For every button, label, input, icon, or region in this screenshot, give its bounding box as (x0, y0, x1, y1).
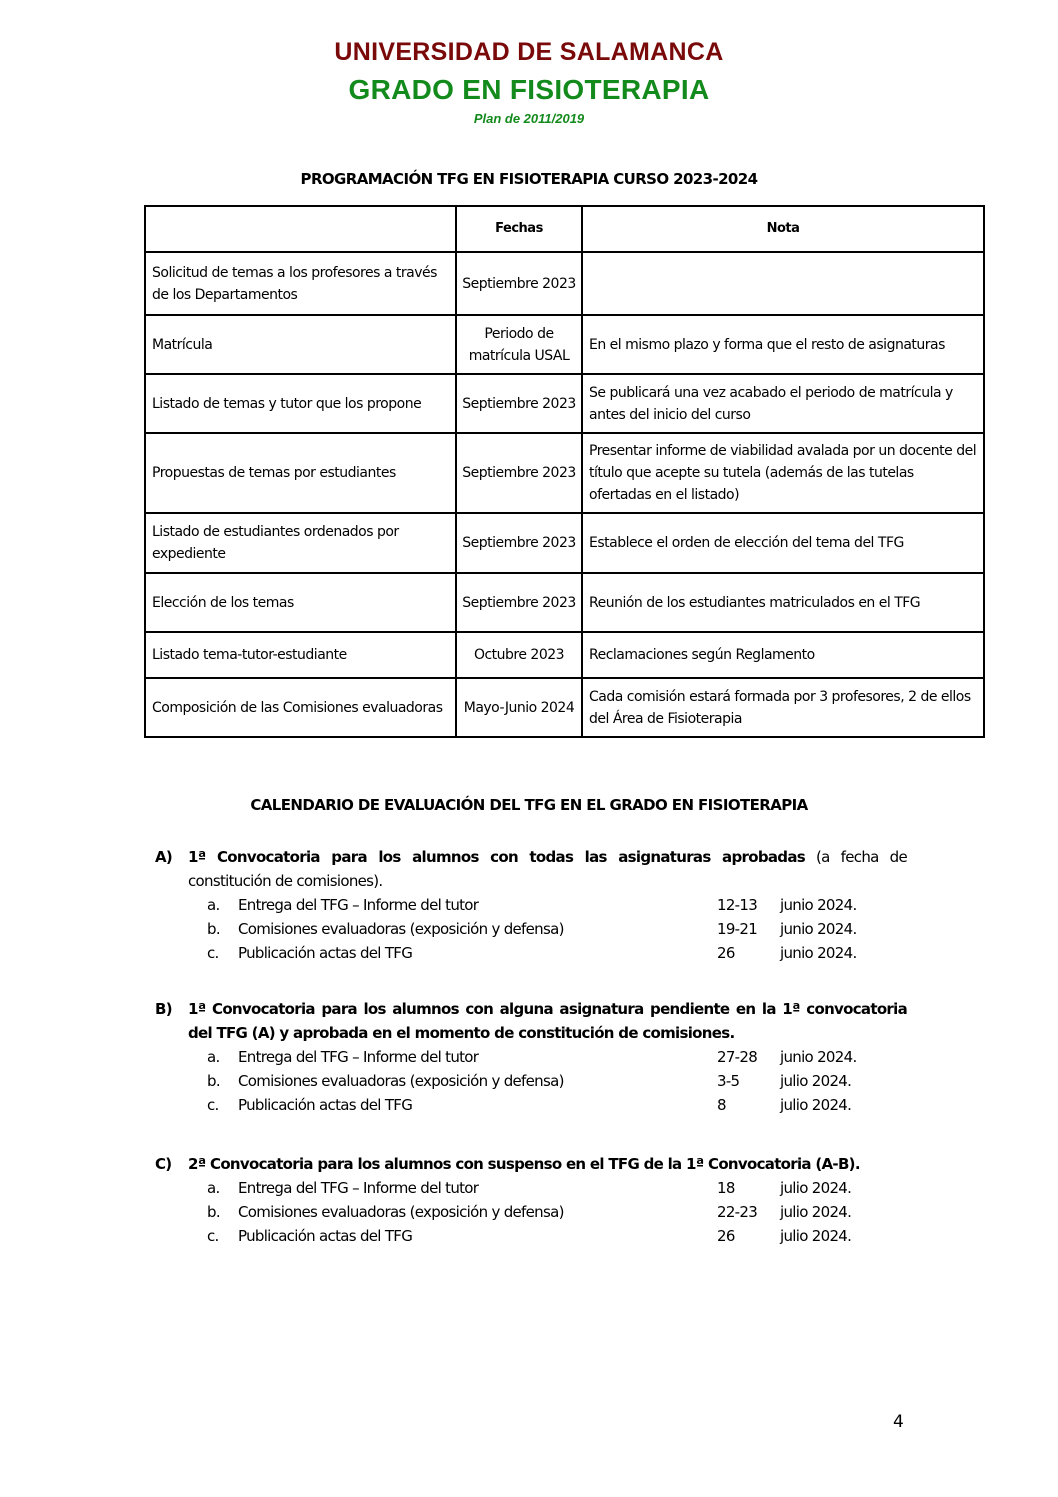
cell-fechas: Periodo de matrícula USAL (456, 315, 582, 374)
item-days: 3-5 (717, 1072, 740, 1090)
list-item (155, 1069, 907, 1093)
item-month: julio 2024. (780, 1179, 852, 1197)
calendario-title: CALENDARIO DE EVALUACIÓN DEL TFG EN EL GRADO EN FISIOTERAPIA (250, 796, 808, 814)
table-header-row (145, 206, 984, 252)
cell-fechas: Septiembre 2023 (456, 433, 582, 513)
cell-actividad: Listado de temas y tutor que los propone (145, 374, 456, 433)
cell-nota: Reunión de los estudiantes matriculados en el TFG (582, 573, 984, 632)
item-label: c. (207, 1096, 219, 1114)
item-month: julio 2024. (780, 1096, 852, 1114)
item-label: c. (207, 944, 219, 962)
item-month: julio 2024. (780, 1203, 852, 1221)
item-label: b. (207, 1072, 220, 1090)
item-label: b. (207, 920, 220, 938)
item-days: 26 (717, 1227, 735, 1245)
cell-nota (582, 252, 984, 315)
item-month: junio 2024. (780, 944, 857, 962)
table-row (145, 632, 984, 678)
item-month: junio 2024. (780, 896, 857, 914)
item-label: b. (207, 1203, 220, 1221)
cell-nota: Presentar informe de viabilidad avalada por un docente del título que acepte su tutela (además de las tutelas ofertadas en el listado) (582, 433, 984, 513)
list-item (155, 941, 907, 965)
convocatoria-items (155, 1045, 907, 1117)
column-header-actividad (145, 206, 456, 252)
convocatoria-letter: A) (155, 848, 173, 866)
cell-nota: Reclamaciones según Reglamento (582, 632, 984, 678)
degree-title: GRADO EN FISIOTERAPIA (348, 74, 710, 105)
item-label: a. (207, 1048, 220, 1066)
item-days: 22-23 (717, 1203, 758, 1221)
item-text: Entrega del TFG – Informe del tutor (238, 896, 479, 914)
convocatoria-heading (188, 997, 907, 1045)
cell-fechas: Septiembre 2023 (456, 374, 582, 433)
item-label: a. (207, 1179, 220, 1197)
list-item (155, 893, 907, 917)
table-row (145, 252, 984, 315)
university-title: UNIVERSIDAD DE SALAMANCA (334, 38, 724, 66)
item-days: 12-13 (717, 896, 758, 914)
convocatoria-c (155, 1152, 907, 1248)
programacion-title: PROGRAMACIÓN TFG EN FISIOTERAPIA CURSO 2023-2024 (300, 170, 758, 188)
item-text: Publicación actas del TFG (238, 1227, 413, 1245)
item-text: Entrega del TFG – Informe del tutor (238, 1179, 479, 1197)
item-month: julio 2024. (780, 1227, 852, 1245)
table-row (145, 513, 984, 573)
item-days: 8 (717, 1096, 726, 1114)
item-text: Comisiones evaluadoras (exposición y defensa) (238, 1072, 564, 1090)
item-label: a. (207, 896, 220, 914)
list-item (155, 1045, 907, 1069)
item-text: Entrega del TFG – Informe del tutor (238, 1048, 479, 1066)
table-row (145, 678, 984, 737)
cell-fechas: Septiembre 2023 (456, 513, 582, 573)
item-text: Comisiones evaluadoras (exposición y defensa) (238, 920, 564, 938)
plan-subtitle: Plan de 2011/2019 (473, 111, 585, 126)
list-item (155, 1224, 907, 1248)
cell-actividad: Listado de estudiantes ordenados por expediente (145, 513, 456, 573)
item-days: 26 (717, 944, 735, 962)
convocatoria-letter: B) (155, 1000, 172, 1018)
convocatoria-b (155, 997, 907, 1117)
convocatoria-items (155, 1176, 907, 1248)
cell-actividad: Propuestas de temas por estudiantes (145, 433, 456, 513)
column-header-fechas: Fechas (456, 206, 582, 252)
item-days: 18 (717, 1179, 735, 1197)
column-header-nota: Nota (582, 206, 984, 252)
item-label: c. (207, 1227, 219, 1245)
table-row (145, 315, 984, 374)
cell-actividad: Composición de las Comisiones evaluadoras (145, 678, 456, 737)
list-item (155, 1176, 907, 1200)
cell-actividad: Elección de los temas (145, 573, 456, 632)
item-month: junio 2024. (780, 1048, 857, 1066)
table-row (145, 374, 984, 433)
convocatoria-heading-bold: 1ª Convocatoria para los alumnos con todas las asignaturas aprobadas (188, 848, 805, 866)
convocatoria-a (155, 845, 907, 965)
convocatoria-heading-bold: 1ª Convocatoria para los alumnos con alguna asignatura pendiente en la 1ª convocatoria del TFG (A) y aprobada en el momento de constitución de comisiones. (188, 1000, 907, 1042)
cell-nota: Cada comisión estará formada por 3 profesores, 2 de ellos del Área de Fisioterapia (582, 678, 984, 737)
item-month: junio 2024. (780, 920, 857, 938)
list-item (155, 917, 907, 941)
list-item (155, 1200, 907, 1224)
convocatoria-heading-bold: 2ª Convocatoria para los alumnos con suspenso en el TFG de la 1ª Convocatoria (A-B). (188, 1155, 860, 1173)
cell-fechas: Mayo-Junio 2024 (456, 678, 582, 737)
item-days: 19-21 (717, 920, 758, 938)
item-text: Publicación actas del TFG (238, 944, 413, 962)
cell-fechas: Septiembre 2023 (456, 252, 582, 315)
cell-actividad: Solicitud de temas a los profesores a través de los Departamentos (145, 252, 456, 315)
cell-nota: Establece el orden de elección del tema del TFG (582, 513, 984, 573)
page-number: 4 (893, 1412, 904, 1432)
convocatoria-heading (188, 845, 907, 893)
cell-actividad: Listado tema-tutor-estudiante (145, 632, 456, 678)
cell-nota: Se publicará una vez acabado el periodo de matrícula y antes del inicio del curso (582, 374, 984, 433)
cell-fechas: Septiembre 2023 (456, 573, 582, 632)
convocatoria-heading-rest: (a fecha de constitución de comisiones). (188, 848, 908, 890)
programacion-table (144, 205, 985, 738)
cell-nota: En el mismo plazo y forma que el resto de asignaturas (582, 315, 984, 374)
item-text: Publicación actas del TFG (238, 1096, 413, 1114)
convocatoria-heading (188, 1152, 907, 1176)
cell-actividad: Matrícula (145, 315, 456, 374)
convocatoria-items (155, 893, 907, 965)
item-days: 27-28 (717, 1048, 758, 1066)
table-row (145, 573, 984, 632)
item-text: Comisiones evaluadoras (exposición y defensa) (238, 1203, 564, 1221)
convocatoria-letter: C) (155, 1155, 172, 1173)
cell-fechas: Octubre 2023 (456, 632, 582, 678)
table-row (145, 433, 984, 513)
list-item (155, 1093, 907, 1117)
item-month: julio 2024. (780, 1072, 852, 1090)
